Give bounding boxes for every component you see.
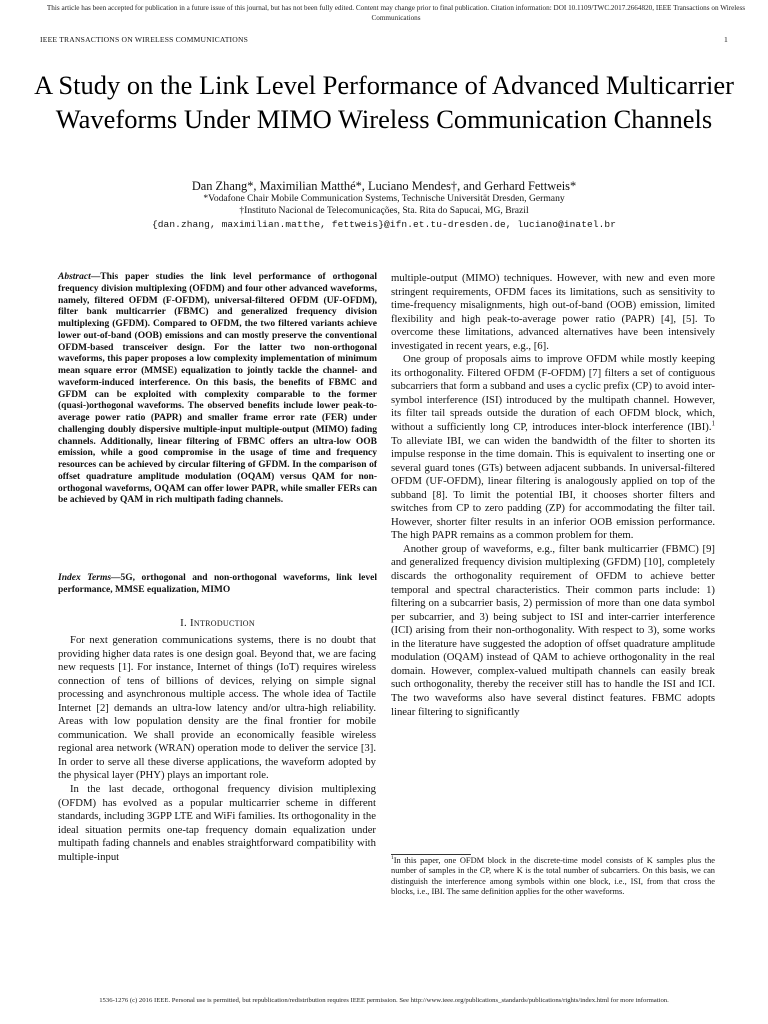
paragraph: For next generation communications systems, there is no doubt that providing higher data rates is one design goal. Beyond that, we are facing new requests [1]. For instance, Internet of things (IoT) requires wireless connection of tens of billions of devices, relying on simple signal processing and asynchronous multiple access. The whole idea of Tactile Internet [2] demands an ultra-low latency and/or ultra-high reliability. Areas with low population density are the final frontier for mobile communication. We shall provide an economically feasible wireless regional area network (WRAN) operation mode to deliver the service [3]. In order to serve all these diverse applications, the waveform adopted by the physical layer (PHY) plays an important role. bbox=[58, 634, 376, 782]
section-heading bbox=[58, 617, 377, 629]
copyright-footer: 1536-1276 (c) 2016 IEEE. Personal use is permitted, but republication/redistribution requires IEEE permission. See http://www.ieee.org/publications_standards/publications/rights/index.html for more information. bbox=[99, 997, 669, 1004]
publication-notice: This article has been accepted for publication in a future issue of this journal, but has not been fully edited. Content may change prior to final publication. Citation information: DOI 10.1109/TWC.2017.2664820, IEEE Transactions on Wireless Communications bbox=[46, 4, 746, 22]
abstract-text: —This paper studies the link level performance of orthogonal frequency division multiplexing (OFDM) and four other advanced waveforms, namely, filtered OFDM (F-OFDM), universal-filtered OFDM (UF-OFDM), filter bank multicarrier (FBMC) and generalized frequency division multiplexing (GFDM). Compared to OFDM, the two filtered variants achieve lower out-of-band (OOB) emissions and can mostly preserve the conventional OFDM-based transceiver design. For the latter two non-orthogonal waveforms, this paper proposes a low complexity implementation of minimum mean square error (MMSE) equalization to jointly tackle the channel- and waveform-induced interference. On this basis, the benefits of FBMC and GFDM can be exploited with complexity comparable to the former (quasi-)orthogonal waveforms. The observed benefits include lower peak-to-average power ratio (PAPR) and smaller frame error rate (FER) under challenging doubly dispersive multiple-input multiple-output (MIMO) fading channels. Additionally, linear filtering of FBMC offers an ultra-low OOB emission, while a good compromise in the usage of time and frequency resources can be achieved by circular filtering of GFDM. In the comparison of offset quadrature amplitude modulation (OQAM) versus QAM for non-orthogonal waveforms, OQAM can offer lower PAPR, while smaller FERs can be achieved by QAM in rich multipath fading channels. bbox=[58, 272, 377, 506]
left-column-body bbox=[58, 634, 376, 864]
index-terms bbox=[58, 573, 377, 597]
affiliation-2: †Instituto Nacional de Telecomunicações, Sta. Rita do Sapucai, MG, Brazil bbox=[239, 205, 529, 216]
paragraph: Another group of waveforms, e.g., filter bank multicarrier (FBMC) [9] and generalized frequency division multiplexing (GFDM) [10], completely discards the orthogonality requirement of OFDM to achieve better temporal and spectral characteristics. Their common parts include: 1) filtering on a subcarrier basis, 2) permission of more than one data symbol per subcarrier, and 3) being subject to ISI and inter-carrier interference (ICI) arising from their non-orthogonality. With respect to 3), some works in the literature have suggested the adoption of offset quadrature amplitude modulation (OQAM) instead of QAM to achieve orthogonality in the real domain. However, complex-valued multipath channels can easily break such orthogonality, thereby the receiver still has to handle the ISI and ICI. The two waveforms also have several distinct features. FBMC adopts linear filtering to significantly bbox=[391, 542, 715, 718]
paragraph: In the last decade, orthogonal frequency division multiplexing (OFDM) has evolved as a popular multicarrier scheme in different standards, including 3GPP LTE and WiFi families. Its orthogonality in the ideal situation permits one-tap frequency domain equalization under multipath fading channels and enables straightforward compatibility with multiple-input bbox=[58, 783, 376, 863]
abstract-label: Abstract bbox=[58, 272, 91, 282]
author-emails: {dan.zhang, maximilian.matthe, fettweis}@ifn.et.tu-dresden.de, luciano@inatel.br bbox=[151, 219, 617, 230]
footnote-divider bbox=[391, 854, 471, 855]
index-terms-label: Index Terms bbox=[58, 573, 112, 583]
paragraph bbox=[391, 353, 715, 543]
paragraph-text: One group of proposals aims to improve OFDM while mostly keeping its orthogonality. Filtered OFDM (F-OFDM) [7] filters a set of contiguous subcarriers that form a subband and uses a cyclic prefix (CP) to avoid inter-symbol interference (ISI) introduced by the multipath channel. However, its filter tail spreads outside the duration of each OFDM block, which, without a sufficiently long CP, introduces inter-block interference (IBI). bbox=[391, 353, 715, 434]
running-head bbox=[40, 35, 728, 44]
affiliation-1: *Vodafone Chair Mobile Communication Systems, Technische Universität Dresden, Germany bbox=[203, 193, 565, 204]
paper-title: A Study on the Link Level Performance of Advanced Multicarrier Waveforms Under MIMO Wireless Communication Channels bbox=[34, 70, 734, 134]
footnote-mark: 1 bbox=[391, 855, 394, 862]
abstract bbox=[58, 272, 377, 507]
paragraph-text: To alleviate IBI, we can widen the bandwidth of the filter to shorten its impulse response in the time domain. This is equivalent to inserting one or several guard tones (GTs) between adjacent subbands. In universal-filtered OFDM (UF-OFDM), linear filtering is analogously applied on top of the subband [8]. To limit the potential IBI, it chooses shorter filters and switches from CP to zero padding (ZP) for accommodating the filter tail. However, shorter filter results in an inferior OOB emission performance. The high PAPR remains as a common problem for them. bbox=[391, 434, 715, 542]
right-column-body bbox=[391, 272, 715, 719]
section-number: I. bbox=[180, 617, 187, 629]
footnote-ref[interactable]: 1 bbox=[711, 419, 715, 428]
section-title: Introduction bbox=[189, 617, 255, 629]
paragraph: multiple-output (MIMO) techniques. However, with new and even more stringent requirements, OFDM faces its limitations, such as sensitivity to time-frequency misalignments, high out-of-band (OOB) emission, limited flexibility and high peak-to-average power ratio (PAPR) [4], [5]. To overcome these limitations, advanced alternatives have been intensively investigated in recent years, e.g., [6]. bbox=[391, 272, 715, 352]
page-number: 1 bbox=[724, 35, 728, 44]
index-terms-text: —5G, orthogonal and non-orthogonal waveforms, link level performance, MMSE equalization, MIMO bbox=[58, 573, 377, 595]
footnote bbox=[391, 856, 715, 898]
journal-name: IEEE TRANSACTIONS ON WIRELESS COMMUNICATIONS bbox=[40, 35, 249, 44]
author-list: Dan Zhang*, Maximilian Matthé*, Luciano Mendes†, and Gerhard Fettweis* bbox=[191, 179, 577, 193]
footnote-text: In this paper, one OFDM block in the discrete-time model consists of K samples plus the number of samples in the CP, where K is the total number of subcarriers. On this basis, we can distinguish the interference among symbols within one block, i.e., ISI, from that cross the blocks, i.e., IBI. The same definition applies for the other waveforms. bbox=[391, 856, 715, 897]
